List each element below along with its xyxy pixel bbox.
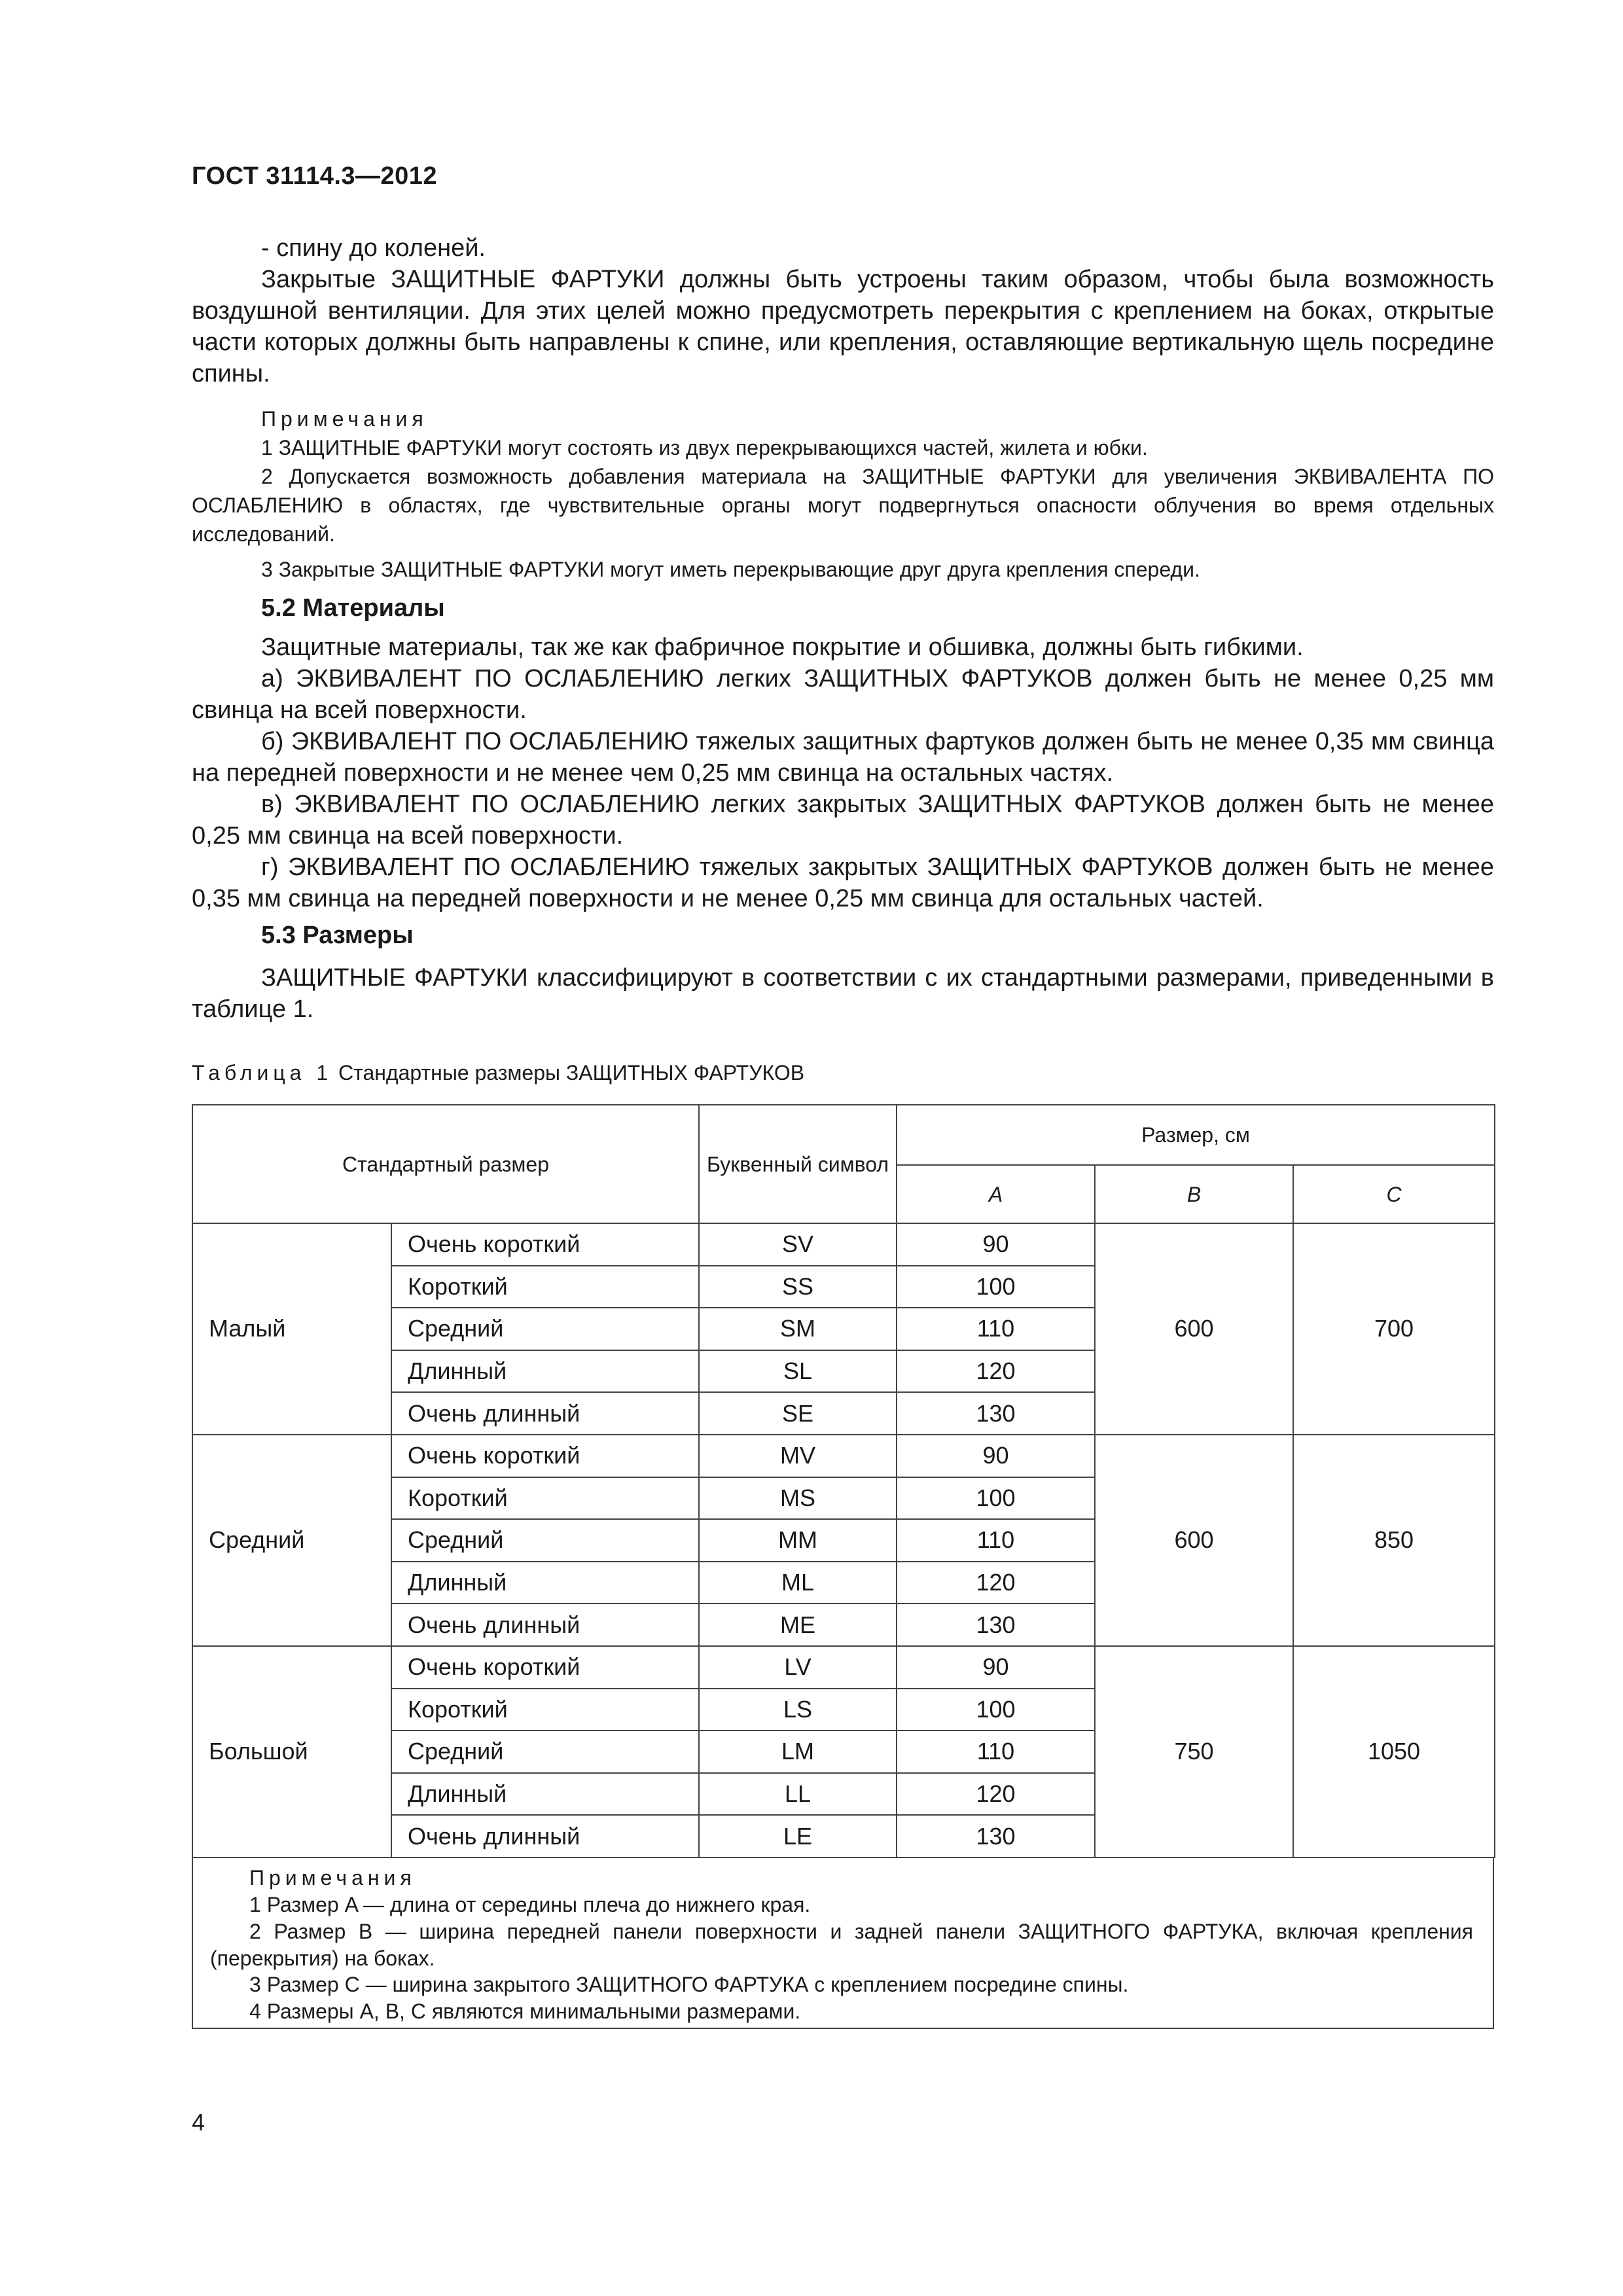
table-row — [192, 1646, 1495, 1689]
page-number: 4 — [192, 2109, 205, 2136]
symbol-cell: LM — [699, 1731, 897, 1773]
length-cell: Средний — [391, 1308, 699, 1350]
a-cell: 120 — [897, 1562, 1095, 1604]
note-1: 1 ЗАЩИТНЫЕ ФАРТУКИ могут состоять из двух перекрывающихся частей, жилета и юбки. — [261, 436, 1148, 459]
symbol-cell: LV — [699, 1646, 897, 1689]
symbol-cell: SM — [699, 1308, 897, 1350]
length-cell: Очень короткий — [391, 1646, 699, 1689]
group-name-large: Большой — [192, 1646, 391, 1857]
table-caption — [192, 1058, 1494, 1087]
a-cell: 90 — [897, 1646, 1095, 1689]
header-standard-size: Стандартный размер — [192, 1105, 699, 1223]
header-b: B — [1095, 1165, 1293, 1223]
symbol-cell: MV — [699, 1435, 897, 1477]
a-cell: 110 — [897, 1519, 1095, 1562]
header-letter-symbol: Буквенный символ — [699, 1105, 897, 1223]
length-cell: Средний — [391, 1519, 699, 1562]
materials-item-d: г) ЭКВИВАЛЕНТ ПО ОСЛАБЛЕНИЮ тяжелых закрытых ЗАЩИТНЫХ ФАРТУКОВ должен быть не менее 0,35 мм свинца на передней поверхности и не менее 0,25 мм свинца для остальных частей. — [192, 853, 1494, 912]
c-cell-medium: 850 — [1293, 1435, 1495, 1646]
length-cell: Очень короткий — [391, 1435, 699, 1477]
length-cell: Короткий — [391, 1477, 699, 1520]
symbol-cell: MS — [699, 1477, 897, 1520]
symbol-cell: SL — [699, 1350, 897, 1393]
symbol-cell: ME — [699, 1604, 897, 1646]
length-cell: Очень длинный — [391, 1815, 699, 1857]
a-cell: 90 — [897, 1223, 1095, 1266]
symbol-cell: SS — [699, 1266, 897, 1308]
note-3: 3 Закрытые ЗАЩИТНЫЕ ФАРТУКИ могут иметь перекрывающие друг друга крепления спереди. — [261, 558, 1200, 581]
c-cell-small: 700 — [1293, 1223, 1495, 1435]
materials-item-b: б) ЭКВИВАЛЕНТ ПО ОСЛАБЛЕНИЮ тяжелых защитных фартуков должен быть не менее 0,35 мм свинца на передней поверхности и не менее чем 0,25 мм свинца на остальных частях. — [192, 728, 1494, 787]
paragraph-ventilation: Закрытые ЗАЩИТНЫЕ ФАРТУКИ должны быть устроены таким образом, чтобы была возможность воздушной вентиляции. Для этих целей можно предусмотреть перекрытия с креплением на боках, открытые части которых должны быть направлены к спине, или крепления, оставляющие вертикальную щель посредине спины. — [192, 266, 1494, 387]
length-cell: Очень длинный — [391, 1392, 699, 1435]
notes-title: Примечания — [261, 407, 428, 431]
a-cell: 130 — [897, 1815, 1095, 1857]
length-cell: Короткий — [391, 1689, 699, 1731]
table-note-4: 4 Размеры A, B, C являются минимальными размерами. — [249, 2000, 801, 2023]
table-caption-label: Таблица 1 — [192, 1061, 333, 1085]
symbol-cell: SE — [699, 1392, 897, 1435]
group-name-small: Малый — [192, 1223, 391, 1435]
symbol-cell: MM — [699, 1519, 897, 1562]
note-2: 2 Допускается возможность добавления материала на ЗАЩИТНЫЕ ФАРТУКИ для увеличения ЭКВИВАЛЕНТА ПО ОСЛАБЛЕНИЮ в областях, где чувствительные органы могут подвергнуться опасности облучения во время отдельных исследований. — [192, 465, 1494, 546]
table-notes-frame — [192, 1857, 1494, 2029]
header-size-cm: Размер, см — [897, 1105, 1495, 1165]
symbol-cell: LL — [699, 1773, 897, 1816]
table-note-2: 2 Размер B — ширина передней панели поверхности и задней панели ЗАЩИТНОГО ФАРТУКА, включая крепления (перекрытия) на боках. — [210, 1920, 1473, 1970]
b-cell-small: 600 — [1095, 1223, 1293, 1435]
table-row — [192, 1435, 1495, 1477]
header-a: A — [897, 1165, 1095, 1223]
a-cell: 90 — [897, 1435, 1095, 1477]
sizes-table — [192, 1104, 1495, 1858]
a-cell: 100 — [897, 1689, 1095, 1731]
section-heading-materials: 5.2 Материалы — [261, 594, 445, 622]
list-item-back: - спину до коленей. — [261, 234, 486, 262]
table-notes-title: Примечания — [249, 1866, 416, 1890]
c-cell-large: 1050 — [1293, 1646, 1495, 1857]
group-name-medium: Средний — [192, 1435, 391, 1646]
length-cell: Очень длинный — [391, 1604, 699, 1646]
materials-item-a: а) ЭКВИВАЛЕНТ ПО ОСЛАБЛЕНИЮ легких ЗАЩИТНЫХ ФАРТУКОВ должен быть не менее 0,25 мм свинца на всей поверхности. — [192, 665, 1494, 724]
document-header: ГОСТ 31114.3—2012 — [192, 162, 438, 190]
materials-paragraph: Защитные материалы, так же как фабричное покрытие и обшивка, должны быть гибкими. — [261, 634, 1304, 661]
a-cell: 100 — [897, 1266, 1095, 1308]
a-cell: 120 — [897, 1350, 1095, 1393]
table-note-3: 3 Размер C — ширина закрытого ЗАЩИТНОГО ФАРТУКА с креплением посредине спины. — [249, 1973, 1129, 1996]
symbol-cell: SV — [699, 1223, 897, 1266]
length-cell: Очень короткий — [391, 1223, 699, 1266]
b-cell-large: 750 — [1095, 1646, 1293, 1857]
header-c: C — [1293, 1165, 1495, 1223]
a-cell: 110 — [897, 1731, 1095, 1773]
symbol-cell: LS — [699, 1689, 897, 1731]
length-cell: Длинный — [391, 1562, 699, 1604]
sizes-paragraph: ЗАЩИТНЫЕ ФАРТУКИ классифицируют в соответствии с их стандартными размерами, приведенными в таблице 1. — [192, 964, 1494, 1023]
table-caption-text: Стандартные размеры ЗАЩИТНЫХ ФАРТУКОВ — [338, 1061, 805, 1085]
section-heading-sizes: 5.3 Размеры — [261, 922, 414, 949]
symbol-cell: ML — [699, 1562, 897, 1604]
a-cell: 130 — [897, 1392, 1095, 1435]
a-cell: 120 — [897, 1773, 1095, 1816]
b-cell-medium: 600 — [1095, 1435, 1293, 1646]
symbol-cell: LE — [699, 1815, 897, 1857]
length-cell: Длинный — [391, 1350, 699, 1393]
length-cell: Короткий — [391, 1266, 699, 1308]
a-cell: 110 — [897, 1308, 1095, 1350]
table-note-1: 1 Размер A — длина от середины плеча до нижнего края. — [249, 1893, 811, 1916]
materials-item-c: в) ЭКВИВАЛЕНТ ПО ОСЛАБЛЕНИЮ легких закрытых ЗАЩИТНЫХ ФАРТУКОВ должен быть не менее 0,25 мм свинца на всей поверхности. — [192, 791, 1494, 850]
table-row — [192, 1223, 1495, 1266]
length-cell: Длинный — [391, 1773, 699, 1816]
length-cell: Средний — [391, 1731, 699, 1773]
a-cell: 100 — [897, 1477, 1095, 1520]
a-cell: 130 — [897, 1604, 1095, 1646]
